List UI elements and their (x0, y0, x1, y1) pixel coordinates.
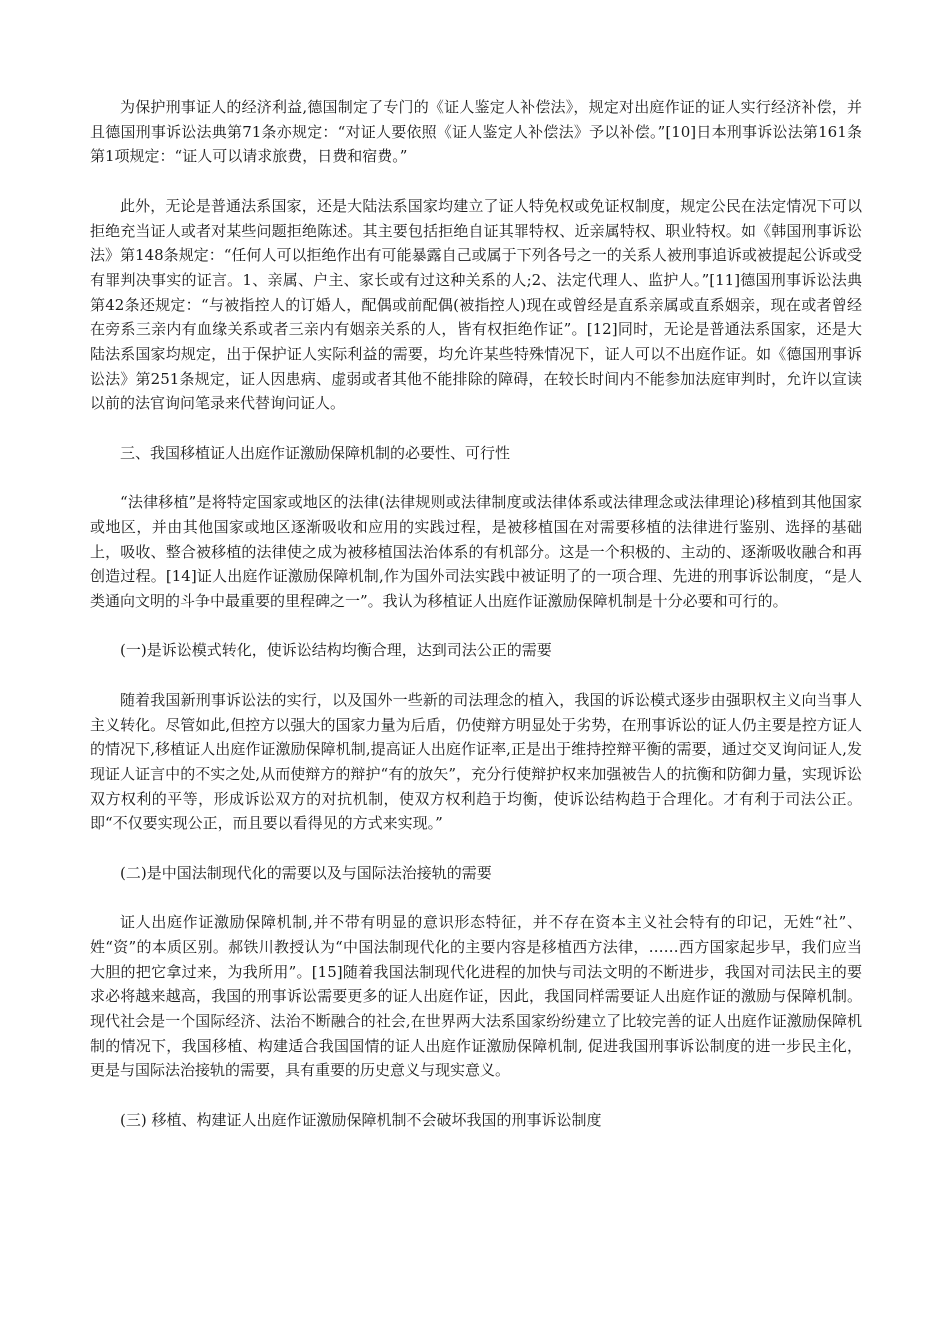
subheading-three: (三) 移植、构建证人出庭作证激励保障机制不会破坏我国的刑事诉讼制度 (120, 1110, 602, 1129)
document-page (90, 95, 862, 1157)
paragraph-litigation-mode: 随着我国新刑事诉讼法的实行，以及国外一些新的司法理念的植入，我国的诉讼模式逐步由强职权主义向当事人主义转化。尽管如此,但控方以强大的国家力量为后盾，仍使辩方明显处于劣势，在刑事诉讼的证人仍主要是控方证人的情况下,移植证人出庭作证激励保障机制,提高证人出庭作证率,正是出于维持控辩平衡的需要，通过交叉询问证人,发现证人证言中的不实之处,从而使辩方的辩护“有的放矢”，充分行使辩护权来加强被告人的抗衡和防御力量，实现诉讼双方权利的平等，形成诉讼双方的对抗机制，使双方权利趋于均衡，使诉讼结构趋于合理化。才有利于司法公正。即“不仅要实现公正，而且要以看得见的方式来实现。” (90, 690, 862, 833)
paragraph-witness-privilege: 此外，无论是普通法系国家，还是大陆法系国家均建立了证人特免权或免证权制度，规定公民在法定情况下可以拒绝充当证人或者对某些问题拒绝陈述。其主要包括拒绝自证其罪特权、近亲属特权、职业特权。如《韩国刑事诉讼法》第148条规定：“任何人可以拒绝作出有可能暴露自己或属于下列各号之一的关系人被刑事追诉或被提起公诉或受有罪判决事实的证言。1、亲属、户主、家长或有过这种关系的人;2、法定代理人、监护人。”[11]德国刑事诉讼法典第42条还规定：“与被指控人的订婚人，配偶或前配偶(被指控人)现在或曾经是直系亲属或直系姻亲，现在或者曾经在旁系三亲内有血缘关系或者三亲内有姻亲关系的人，皆有权拒绝作证”。[12]同时，无论是普通法系国家，还是大陆法系国家均规定，出于保护证人实际利益的需要，均允许某些特殊情况下，证人可以不出庭作证。如《德国刑事诉讼法》第251条规定，证人因患病、虚弱或者其他不能排除的障碍，在较长时间内不能参加法庭审判时，允许以宣读以前的法官询问笔录来代替询问证人。 (90, 196, 862, 413)
subheading-one: (一)是诉讼模式转化，使诉讼结构均衡合理，达到司法公正的需要 (120, 641, 552, 660)
paragraph-german-compensation: 为保护刑事证人的经济利益,德国制定了专门的《证人鉴定人补偿法》，规定对出庭作证的证人实行经济补偿，并且德国刑事诉讼法典第71条亦规定：“对证人要依照《证人鉴定人补偿法》予以补偿。”[10]日本刑事诉讼法第161条第1项规定：“证人可以请求旅费，日费和宿费。” (90, 98, 862, 166)
section-heading-three: 三、我国移植证人出庭作证激励保障机制的必要性、可行性 (120, 443, 511, 462)
paragraph-modernization: 证人出庭作证激励保障机制,并不带有明显的意识形态特征，并不存在资本主义社会特有的印记，无姓“社”、姓“资”的本质区别。郝铁川教授认为“中国法制现代化的主要内容是移植西方法律，……西方国家起步早，我们应当大胆的把它拿过来，为我所用”。[15]随着我国法制现代化进程的加快与司法文明的不断进步，我国对司法民主的要求必将越来越高，我国的刑事诉讼需要更多的证人出庭作证，因此，我国同样需要证人出庭作证的激励与保障机制。现代社会是一个国际经济、法治不断融合的社会,在世界两大法系国家纷纷建立了比较完善的证人出庭作证激励保障机制的情况下，我国移植、构建适合我国国情的证人出庭作证激励保障机制, 促进我国刑事诉讼制度的进一步民主化，更是与国际法治接轨的需要，具有重要的历史意义与现实意义。 (90, 913, 862, 1080)
subheading-two: (二)是中国法制现代化的需要以及与国际法治接轨的需要 (120, 863, 492, 882)
paragraph-legal-transplant: “法律移植”是将特定国家或地区的法律(法律规则或法律制度或法律体系或法律理念或法律理论)移植到其他国家或地区，并由其他国家或地区逐渐吸收和应用的实践过程，是被移植国在对需要移植的法律进行鉴别、选择的基础上，吸收、整合被移植的法律使之成为被移植国法治体系的有机部分。这是一个积极的、主动的、逐渐吸收融合和再创造过程。[14]证人出庭作证激励保障机制,作为国外司法实践中被证明了的一项合理、先进的刑事诉讼制度，“是人类通向文明的斗争中最重要的里程碑之一”。我认为移植证人出庭作证激励保障机制是十分必要和可行的。 (90, 493, 862, 611)
